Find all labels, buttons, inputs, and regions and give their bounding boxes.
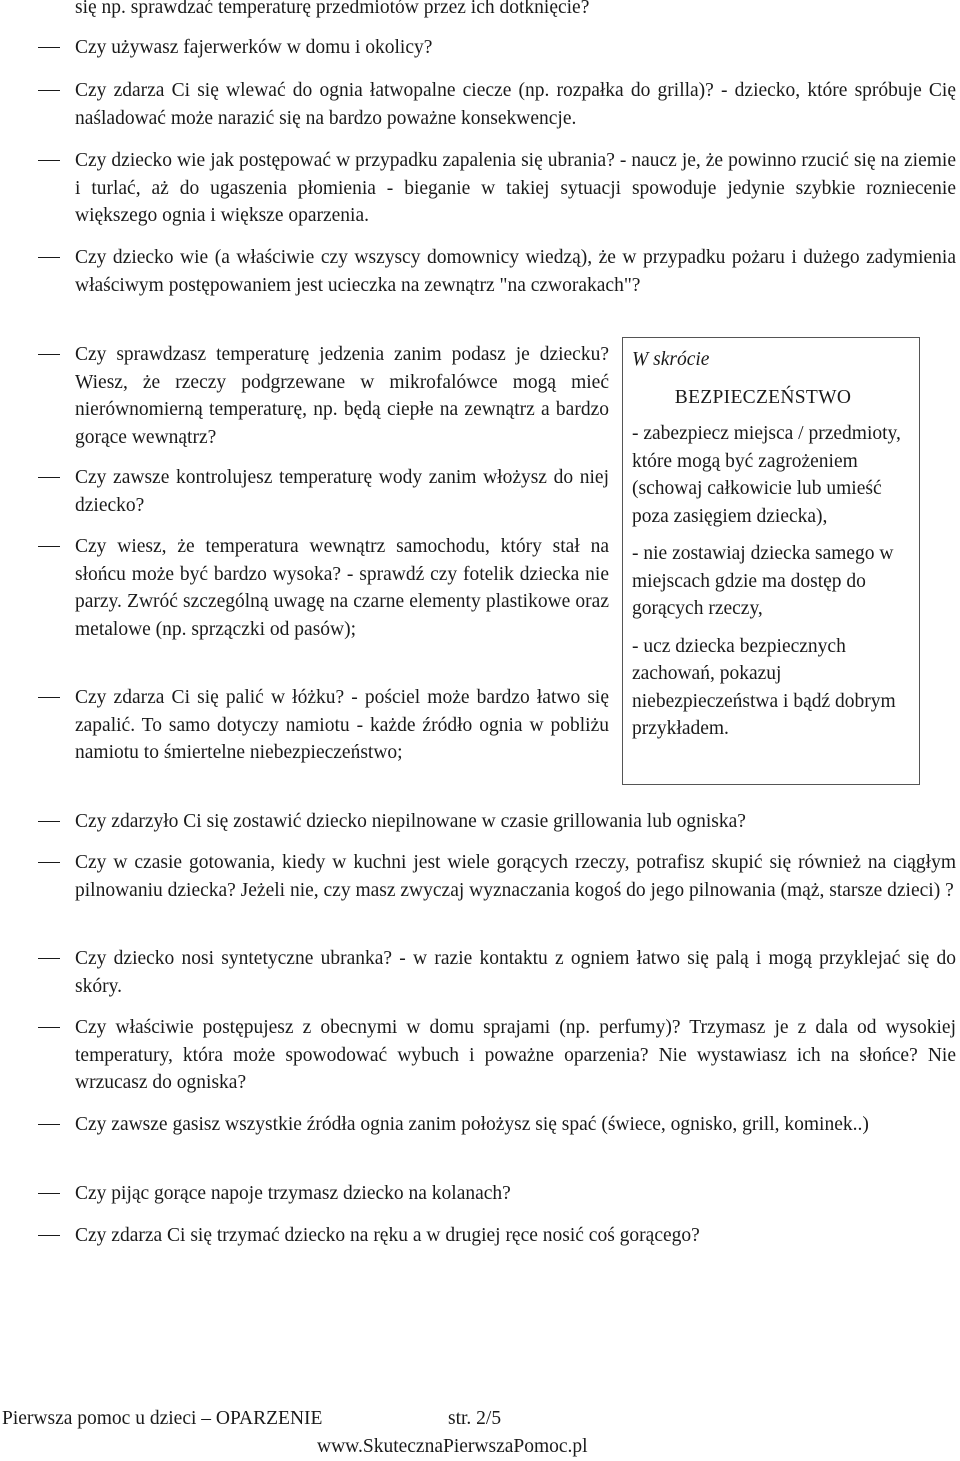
- summary-box-item: - ucz dziecka bezpiecznych zachowań, pokazuj niebezpieczeństwa i bądź dobrym przykładem.: [632, 635, 896, 739]
- list-item-text: Czy dziecko wie jak postępować w przypadku zapalenia się ubrania? - naucz je, że powinno rzucić się na ziemie i turlać, aż do ugaszenia płomienia - bieganie w takiej sytuacji spowoduje jedynie szybkie rozniecenie większego ognia i większe oparzenia.: [75, 150, 956, 226]
- dash-bullet-icon: [38, 1193, 60, 1194]
- dash-bullet-icon: [38, 1124, 60, 1125]
- dash-bullet-icon: [38, 160, 60, 161]
- summary-box-item: - nie zostawiaj dziecka samego w miejscach gdzie ma dostęp do gorących rzeczy,: [632, 543, 894, 619]
- list-item-text: się np. sprawdzać temperaturę przedmiotów przez ich dotknięcie?: [75, 0, 590, 18]
- list-item: [75, 341, 609, 451]
- summary-box: [622, 337, 920, 785]
- summary-box-heading: BEZPIECZEŃSTWO: [674, 386, 852, 408]
- footer-url: www.SkutecznaPierwszaPomoc.pl: [317, 1436, 588, 1457]
- list-item: [75, 0, 956, 22]
- list-item: [75, 34, 956, 62]
- list-item-text: Czy w czasie gotowania, kiedy w kuchni jest wiele gorących rzeczy, potrafisz skupić się również na ciągłym pilnowaniu dziecka? Jeżeli nie, czy masz zwyczaj wyznaczania kogoś do jego pilnowania (mąż, starsze dzieci) ?: [75, 852, 956, 901]
- dash-bullet-icon: [38, 47, 60, 48]
- list-item: [75, 147, 956, 230]
- summary-box-item: - zabezpiecz miejsca / przedmioty, które mogą być zagrożeniem (schowaj całkowicie lub umieść poza zasięgiem dziecka),: [632, 423, 901, 527]
- list-item: [75, 464, 609, 519]
- list-item: [75, 1014, 956, 1097]
- list-item: [75, 849, 956, 904]
- list-item-text: Czy używasz fajerwerków w domu i okolicy?: [75, 37, 433, 58]
- dash-bullet-icon: [38, 1027, 60, 1028]
- summary-box-title: W skrócie: [632, 349, 710, 370]
- list-item-text: Czy zdarza Ci się trzymać dziecko na ręku a w drugiej ręce nosić coś gorącego?: [75, 1225, 700, 1246]
- dash-bullet-icon: [38, 958, 60, 959]
- list-item-text: Czy zdarza Ci się palić w łóżku? - pościel może bardzo łatwo się zapalić. To samo dotyczy namiotu - każde źródło ognia w pobliżu namiotu to śmiertelne niebezpieczeństwo;: [75, 687, 609, 763]
- dash-bullet-icon: [38, 354, 60, 355]
- list-item-text: Czy dziecko nosi syntetyczne ubranka? - w razie kontaktu z ogniem łatwo się palą i mogą przyklejać się do skóry.: [75, 948, 956, 997]
- footer-row: [2, 1405, 502, 1433]
- dash-bullet-icon: [38, 90, 60, 91]
- list-item-text: Czy wiesz, że temperatura wewnątrz samochodu, który stał na słońcu może być bardzo wysoka? - sprawdź czy fotelik dziecka nie parzy. Zwróć szczególną uwagę na czarne elementy plastikowe oraz metalowe (np. sprzączki od pasów);: [75, 536, 609, 640]
- dash-bullet-icon: [38, 697, 60, 698]
- footer-title: Pierwsza pomoc u dzieci – OPARZENIE: [2, 1408, 323, 1429]
- list-item-text: Czy zawsze kontrolujesz temperaturę wody zanim włożysz do niej dziecko?: [75, 467, 609, 516]
- dash-bullet-icon: [38, 1235, 60, 1236]
- dash-bullet-icon: [38, 821, 60, 822]
- list-item-text: Czy sprawdzasz temperaturę jedzenia zanim podasz je dziecku? Wiesz, że rzeczy podgrzewane w mikrofalówce mogą mieć nierównomierną temperaturę, np. będą ciepłe na zewnątrz a bardzo gorące wewnątrz?: [75, 344, 609, 448]
- list-item: [75, 1111, 956, 1139]
- list-item: [75, 1222, 956, 1250]
- list-item-text: Czy zdarzyło Ci się zostawić dziecko niepilnowane w czasie grillowania lub ogniska?: [75, 811, 746, 832]
- page-number: str. 2/5: [448, 1408, 502, 1429]
- list-item-text: Czy zawsze gasisz wszystkie źródła ognia zanim położysz się spać (świece, ognisko, grill, kominek..): [75, 1114, 869, 1135]
- list-item: [75, 808, 956, 836]
- dash-bullet-icon: [38, 477, 60, 478]
- dash-bullet-icon: [38, 257, 60, 258]
- list-item-text: Czy właściwie postępujesz z obecnymi w domu sprajami (np. perfumy)? Trzymasz je z dala od wysokiej temperatury, która może spowodować wybuch i poważne oparzenia? Nie wystawiasz ich na słońce? Nie wrzucasz do ogniska?: [75, 1017, 956, 1093]
- dash-bullet-icon: [38, 862, 60, 863]
- list-item-text: Czy zdarza Ci się wlewać do ognia łatwopalne ciecze (np. rozpałka do grilla)? - dziecko, które spróbuje Cię naśladować może narazić się na bardzo poważne konsekwencje.: [75, 80, 956, 129]
- list-item-text: Czy pijąc gorące napoje trzymasz dziecko na kolanach?: [75, 1183, 511, 1204]
- list-item: [75, 244, 956, 299]
- list-item-text: Czy dziecko wie (a właściwie czy wszyscy domownicy wiedzą), że w przypadku pożaru i dużego zadymienia właściwym postępowaniem jest ucieczka na zewnątrz "na czworakach"?: [75, 247, 956, 296]
- list-item: [75, 533, 609, 643]
- list-item: [75, 684, 609, 767]
- list-item: [75, 77, 956, 132]
- dash-bullet-icon: [38, 546, 60, 547]
- list-item: [75, 945, 956, 1000]
- list-item: [75, 1180, 956, 1208]
